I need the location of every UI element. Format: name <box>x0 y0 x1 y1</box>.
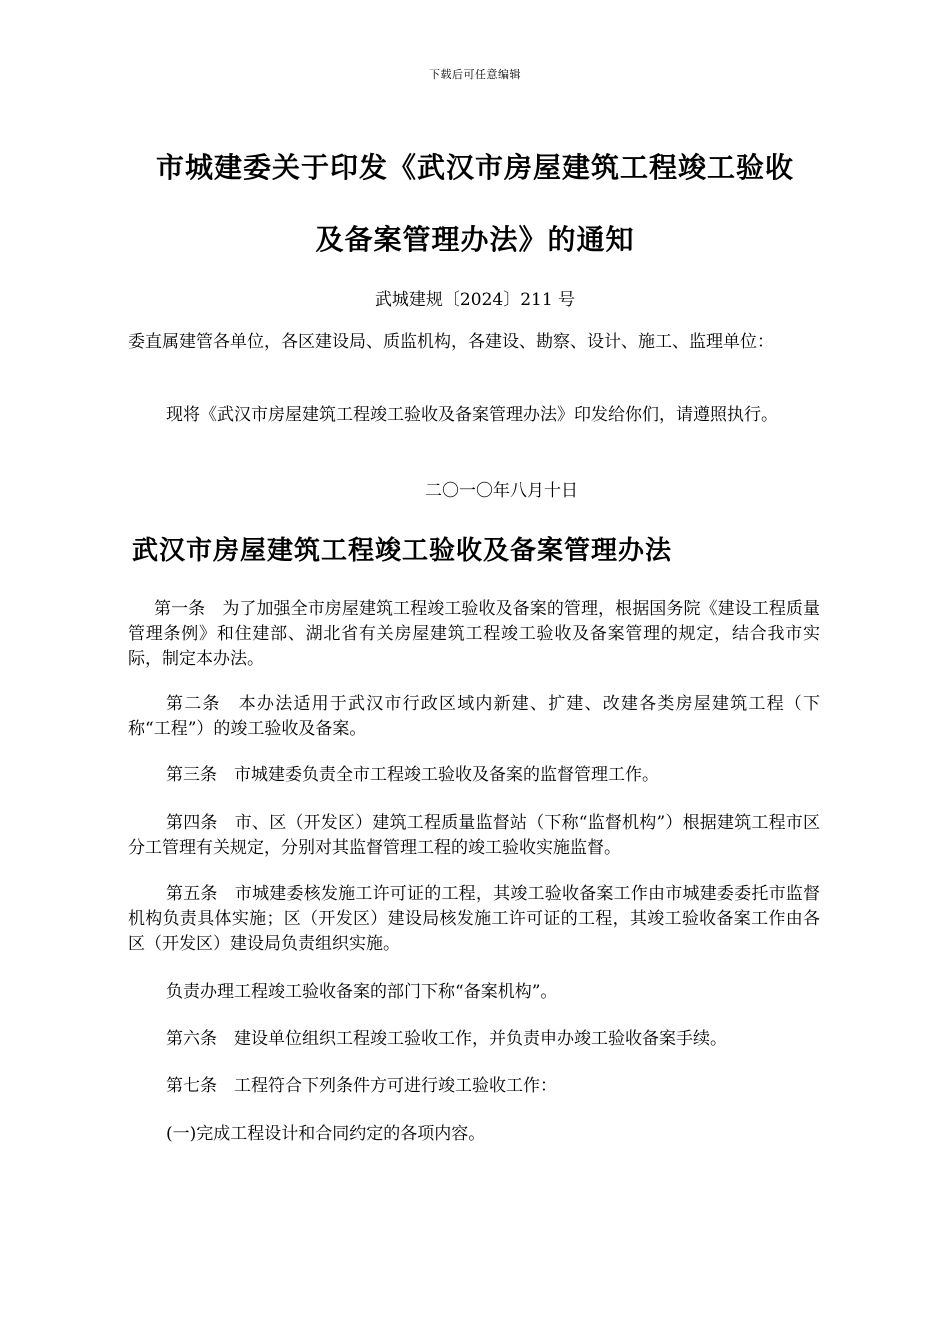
article-1: 第一条 为了加强全市房屋建筑工程竣工验收及备案的管理，根据国务院《建设工程质量管理条例》和住建部、湖北省有关房屋建筑工程竣工验收及备案管理的规定，结合我市实际，制定本办法。 <box>128 599 820 669</box>
article-6: 第六条 建设单位组织工程竣工验收工作，并负责申办竣工验收备案手续。 <box>166 1029 727 1049</box>
article-7: 第七条 工程符合下列条件方可进行竣工验收工作： <box>166 1076 557 1096</box>
article-4: 第四条 市、区（开发区）建筑工程质量监督站（下称“监督机构”）根据建筑工程市区分工管理有关规定，分别对其监督管理工程的竣工验收实施监督。 <box>128 813 820 858</box>
addressee: 委直属建管各单位，各区建设局、质监机构，各建设、勘察、设计、施工、监理单位： <box>128 332 774 352</box>
article-5: 第五条 市城建委核发施工许可证的工程，其竣工验收备案工作由市城建委委托市监督机构负责具体实施；区（开发区）建设局核发施工许可证的工程，其竣工验收备案工作由各区（开发区）建设局负责组织实施。 <box>128 884 820 954</box>
page-header: 下载后可任意编辑 <box>429 68 521 81</box>
title-line-2: 及备案管理办法》的通知 <box>315 223 635 256</box>
article-2: 第二条 本办法适用于武汉市行政区域内新建、扩建、改建各类房屋建筑工程（下称“工程”）的竣工验收及备案。 <box>128 694 820 739</box>
article-7-item-1: (一)完成工程设计和合同约定的各项内容。 <box>166 1124 486 1144</box>
notice-body: 现将《武汉市房屋建筑工程竣工验收及备案管理办法》印发给你们，请遵照执行。 <box>166 405 778 425</box>
article-5-note: 负责办理工程竣工验收备案的部门下称“备案机构”。 <box>166 982 558 1002</box>
article-3: 第三条 市城建委负责全市工程竣工验收及备案的监督管理工作。 <box>166 765 659 785</box>
title-line-1: 市城建委关于印发《武汉市房屋建筑工程竣工验收 <box>155 151 794 184</box>
issue-date: 二〇一〇年八月十日 <box>425 481 578 501</box>
document-number: 武城建规〔2024〕211 号 <box>374 290 576 310</box>
section-title: 武汉市房屋建筑工程竣工验收及备案管理办法 <box>132 536 673 566</box>
